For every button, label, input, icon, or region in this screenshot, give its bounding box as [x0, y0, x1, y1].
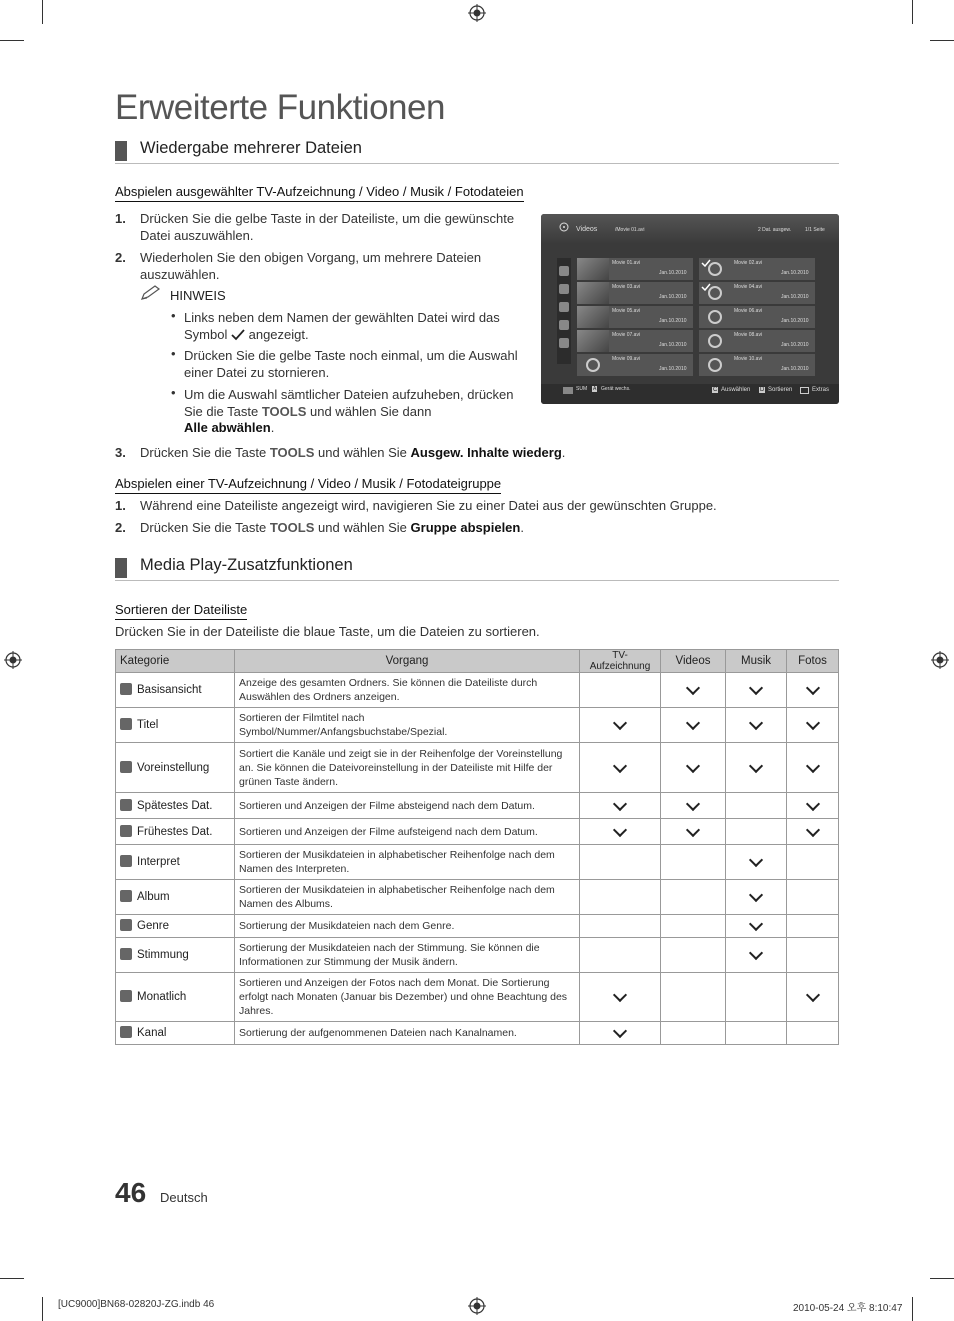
- group-step1: Während eine Dateiliste angezeigt wird, navigieren Sie zu einer Datei aus der gewünschten Gruppe.: [140, 498, 717, 513]
- check-cell: [580, 1022, 661, 1045]
- note-pencil-icon: [140, 285, 162, 301]
- table-row: [116, 845, 839, 880]
- description-cell: Sortieren und Anzeigen der Filme absteigend nach dem Datum.: [235, 793, 580, 819]
- check-cell: [787, 973, 839, 1022]
- file-date: Jan.10.2010: [659, 342, 687, 348]
- calendar-icon: [120, 799, 132, 811]
- check-icon: [749, 681, 763, 695]
- check-icon: [613, 822, 627, 836]
- section-bar: [115, 141, 127, 161]
- check-cell: [787, 743, 839, 793]
- check-cell: [726, 1022, 787, 1045]
- check-cell: [726, 880, 787, 915]
- check-cell: [661, 880, 726, 915]
- col-tv-aufzeichnung: TV-Aufzeichnung: [580, 650, 661, 673]
- album-icon: [120, 890, 132, 902]
- note-label: HINWEIS: [170, 288, 226, 303]
- step1-line2: Datei auszuwählen.: [140, 228, 254, 243]
- note3-line3: Alle abwählen.: [184, 420, 275, 435]
- col-fotos: Fotos: [787, 650, 839, 673]
- check-icon: [749, 716, 763, 730]
- footer-timestamp: 2010-05-24 오후 8:10:47: [793, 1303, 903, 1314]
- registration-mark-icon: [4, 651, 22, 669]
- description-cell: Sortiert die Kanäle und zeigt sie in der Reihenfolge der Voreinstellung an. Sie können die Dateivoreinstellung in der Dateiliste mit Hilfe der grünen Taste ändern.: [235, 743, 580, 793]
- page-title: Erweiterte Funktionen: [115, 88, 445, 127]
- check-icon: [613, 758, 627, 772]
- file-date: Jan.10.2010: [781, 366, 809, 372]
- star-icon: [559, 338, 569, 348]
- section-heading-text: Wiedergabe mehrerer Dateien: [140, 139, 362, 157]
- file-date: Jan.10.2010: [781, 294, 809, 300]
- check-icon: [749, 888, 763, 902]
- crop-mark: [912, 0, 913, 24]
- folder-icon: [120, 683, 132, 695]
- crop-mark: [930, 40, 954, 41]
- file-name: Movie 01.avi: [612, 260, 641, 266]
- check-cell: [661, 845, 726, 880]
- check-cell: [661, 673, 726, 708]
- bullet-dot: •: [171, 346, 176, 361]
- check-icon: [805, 796, 819, 810]
- check-cell: [787, 708, 839, 743]
- crop-mark: [42, 1297, 43, 1321]
- check-cell: [661, 1022, 726, 1045]
- note1-line2: Symbol angezeigt.: [184, 327, 309, 342]
- bullet-dot: •: [171, 308, 176, 323]
- step1-line1: Drücken Sie die gelbe Taste in der Dateiliste, um die gewünschte: [140, 211, 515, 226]
- star-icon: [120, 761, 132, 773]
- crop-mark: [0, 40, 24, 41]
- film-reel-icon: [559, 222, 569, 232]
- check-cell: [580, 743, 661, 793]
- check-icon: [749, 917, 763, 931]
- check-cell: [580, 880, 661, 915]
- check-cell: [580, 915, 661, 938]
- page-number: 46: [115, 1177, 147, 1208]
- check-cell: [726, 673, 787, 708]
- crop-mark: [930, 1278, 954, 1279]
- tv-header-label: Videos: [576, 226, 598, 233]
- category-cell: Titel: [116, 708, 235, 743]
- check-cell: [661, 819, 726, 845]
- check-cell: [580, 673, 661, 708]
- file-name: Movie 08.avi: [734, 332, 763, 338]
- subheading-selected: [115, 184, 524, 199]
- check-icon: [686, 681, 700, 695]
- description-cell: Anzeige des gesamten Ordners. Sie können die Dateiliste durch Auswählen des Ordners anzeigen.: [235, 673, 580, 708]
- check-cell: [580, 819, 661, 845]
- category-cell: Stimmung: [116, 938, 235, 973]
- check-icon: [805, 822, 819, 836]
- tools-icon: [800, 387, 809, 394]
- table-row: [116, 673, 839, 708]
- category-cell: Voreinstellung: [116, 743, 235, 793]
- tv-footer-sort: Sortieren: [768, 387, 793, 393]
- table-row: [116, 743, 839, 793]
- subheading-text: Sortieren der Dateiliste: [115, 602, 247, 620]
- sum-key-icon: [563, 387, 573, 394]
- table-row: [116, 793, 839, 819]
- check-cell: [661, 743, 726, 793]
- table-row: [116, 819, 839, 845]
- category-cell: Monatlich: [116, 973, 235, 1022]
- table-row: [116, 973, 839, 1022]
- checkmark-icon: [701, 283, 711, 291]
- category-cell: Album: [116, 880, 235, 915]
- film-reel-icon: [708, 334, 722, 348]
- file-name: Movie 06.avi: [734, 308, 763, 314]
- check-icon: [805, 758, 819, 772]
- file-date: Jan.10.2010: [781, 318, 809, 324]
- mood-icon: [120, 948, 132, 960]
- col-vorgang: Vorgang: [235, 650, 580, 673]
- check-icon: [613, 988, 627, 1002]
- step2-line1: Wiederholen Sie den obigen Vorgang, um mehrere Dateien: [140, 250, 482, 265]
- check-cell: [787, 915, 839, 938]
- file-name: Movie 02.avi: [734, 260, 763, 266]
- table-row: [116, 880, 839, 915]
- section-bar: [115, 558, 127, 578]
- note1-line1: Links neben dem Namen der gewählten Datei wird das: [184, 310, 500, 325]
- check-cell: [726, 915, 787, 938]
- tv-footer-sum: SUM: [576, 386, 588, 392]
- sort-intro: Drücken Sie in der Dateiliste die blaue Taste, um die Dateien zu sortieren.: [115, 624, 540, 639]
- tv-screenshot: [541, 214, 839, 404]
- file-name: Movie 09.avi: [612, 356, 641, 362]
- section-heading-zusatz: [115, 556, 839, 581]
- thumbnail: [577, 258, 609, 280]
- tv-header-selected: 2 Dat. ausgew.: [758, 227, 792, 233]
- check-cell: [580, 845, 661, 880]
- check-icon: [749, 853, 763, 867]
- calendar-icon: [559, 320, 569, 330]
- description-cell: Sortieren der Filmtitel nach Symbol/Nummer/Anfangsbuchstabe/Spezial.: [235, 708, 580, 743]
- step-number: 2.: [115, 250, 126, 265]
- registration-mark-icon: [468, 1297, 486, 1315]
- file-date: Jan.10.2010: [659, 294, 687, 300]
- film-reel-icon: [708, 310, 722, 324]
- tv-footer-select: Auswählen: [721, 387, 751, 393]
- note3-line2: Sie die Taste TOOLS und wählen Sie dann: [184, 404, 432, 419]
- subheading-text: Abspielen ausgewählter TV-Aufzeichnung / Video / Musik / Fotodateien: [115, 184, 524, 202]
- check-icon: [686, 758, 700, 772]
- check-icon: [686, 796, 700, 810]
- check-cell: [661, 915, 726, 938]
- description-cell: Sortierung der Musikdateien nach dem Genre.: [235, 915, 580, 938]
- subheading-group: [115, 476, 501, 491]
- crop-mark: [42, 0, 43, 24]
- group-step2: Drücken Sie die Taste TOOLS und wählen Sie Gruppe abspielen.: [140, 520, 524, 535]
- category-cell: Spätestes Dat.: [116, 793, 235, 819]
- check-cell: [580, 938, 661, 973]
- step-number: 3.: [115, 445, 126, 460]
- file-date: Jan.10.2010: [659, 270, 687, 276]
- check-cell: [726, 845, 787, 880]
- description-cell: Sortierung der aufgenommenen Dateien nach Kanalnamen.: [235, 1022, 580, 1045]
- calendar-icon: [120, 825, 132, 837]
- description-cell: Sortieren und Anzeigen der Filme aufsteigend nach dem Datum.: [235, 819, 580, 845]
- table-row: [116, 1022, 839, 1045]
- check-icon: [805, 681, 819, 695]
- bullet-dot: •: [171, 385, 176, 400]
- step3-line: Drücken Sie die Taste TOOLS und wählen Sie Ausgew. Inhalte wiederg.: [140, 445, 566, 460]
- table-row: [116, 708, 839, 743]
- check-cell: [726, 938, 787, 973]
- section-heading-wiedergabe: [115, 139, 839, 164]
- note2-line2: einer Datei zu stornieren.: [184, 365, 330, 380]
- subheading-text: Abspielen einer TV-Aufzeichnung / Video / Musik / Fotodateigruppe: [115, 476, 501, 494]
- page-language: Deutsch: [160, 1190, 208, 1205]
- description-cell: Sortieren der Musikdateien in alphabetischer Reihenfolge nach dem Namen des Albums.: [235, 880, 580, 915]
- tv-header-page: 1/1 Seite: [805, 227, 825, 233]
- check-cell: [580, 708, 661, 743]
- check-cell: [661, 793, 726, 819]
- col-videos: Videos: [661, 650, 726, 673]
- tv-header-path: /Movie 01.avi: [615, 227, 645, 233]
- col-musik: Musik: [726, 650, 787, 673]
- file-date: Jan.10.2010: [659, 366, 687, 372]
- check-cell: [726, 819, 787, 845]
- description-cell: Sortieren und Anzeigen der Fotos nach dem Monat. Die Sortierung erfolgt nach Monaten (Januar bis Dezember) und ohne Beachtung des Jahres.: [235, 973, 580, 1022]
- file-name: Movie 04.avi: [734, 284, 763, 290]
- film-reel-icon: [586, 358, 600, 372]
- registration-mark-icon: [931, 651, 949, 669]
- genre-icon: [120, 919, 132, 931]
- check-icon: [686, 716, 700, 730]
- tv-footer-extras: Extras: [812, 387, 830, 393]
- check-cell: [787, 845, 839, 880]
- channel-icon: [120, 1026, 132, 1038]
- crop-mark: [0, 1278, 24, 1279]
- check-cell: [787, 1022, 839, 1045]
- calendar-icon: [559, 302, 569, 312]
- thumbnail: [577, 306, 609, 328]
- file-name: Movie 03.avi: [612, 284, 641, 290]
- category-cell: Kanal: [116, 1022, 235, 1045]
- sort-table: [115, 649, 839, 1045]
- check-cell: [726, 793, 787, 819]
- check-cell: [787, 938, 839, 973]
- thumbnail: [577, 330, 609, 352]
- subheading-sort: [115, 602, 247, 617]
- file-date: Jan.10.2010: [781, 270, 809, 276]
- check-cell: [726, 973, 787, 1022]
- title-icon: [559, 284, 569, 294]
- thumbnail: [577, 282, 609, 304]
- col-kategorie: Kategorie: [116, 650, 235, 673]
- check-cell: [787, 673, 839, 708]
- film-reel-icon: [708, 358, 722, 372]
- file-name: Movie 07.avi: [612, 332, 641, 338]
- note2-line1: Drücken Sie die gelbe Taste noch einmal, um die Auswahl: [184, 348, 518, 363]
- file-name: Movie 05.avi: [612, 308, 641, 314]
- description-cell: Sortierung der Musikdateien nach der Stimmung. Sie können die Informationen zur Stimmung der Musik ändern.: [235, 938, 580, 973]
- key-c-icon: C: [713, 387, 718, 393]
- description-cell: Sortieren der Musikdateien in alphabetischer Reihenfolge nach dem Namen des Interpreten.: [235, 845, 580, 880]
- step-number: 2.: [115, 520, 126, 535]
- checkmark-icon: [701, 259, 711, 267]
- folder-icon: [559, 266, 569, 276]
- file-date: Jan.10.2010: [659, 318, 687, 324]
- title-icon: [120, 718, 132, 730]
- tv-footer-device: Gerät wechs.: [601, 386, 631, 392]
- check-icon: [613, 716, 627, 730]
- check-cell: [661, 973, 726, 1022]
- checkmark-icon: [231, 329, 245, 341]
- calendar-icon: [120, 990, 132, 1002]
- category-cell: Interpret: [116, 845, 235, 880]
- table-row: [116, 938, 839, 973]
- check-cell: [661, 938, 726, 973]
- table-row: [116, 915, 839, 938]
- category-cell: Frühestes Dat.: [116, 819, 235, 845]
- check-icon: [613, 1024, 627, 1038]
- check-cell: [787, 793, 839, 819]
- check-cell: [580, 793, 661, 819]
- section-heading-text: Media Play-Zusatzfunktionen: [140, 556, 353, 574]
- registration-mark-icon: [468, 4, 486, 22]
- footer-file: [UC9000]BN68-02820J-ZG.indb 46: [58, 1299, 215, 1310]
- check-cell: [580, 973, 661, 1022]
- step2-line2: auszuwählen.: [140, 267, 220, 282]
- file-name: Movie 10.avi: [734, 356, 763, 362]
- file-date: Jan.10.2010: [781, 342, 809, 348]
- key-a-icon: A: [593, 386, 597, 392]
- check-icon: [613, 796, 627, 810]
- artist-icon: [120, 855, 132, 867]
- crop-mark: [912, 1297, 913, 1321]
- check-icon: [805, 716, 819, 730]
- check-icon: [749, 946, 763, 960]
- check-icon: [686, 822, 700, 836]
- step-number: 1.: [115, 211, 126, 226]
- check-cell: [726, 743, 787, 793]
- step-number: 1.: [115, 498, 126, 513]
- check-cell: [787, 819, 839, 845]
- category-cell: Basisansicht: [116, 673, 235, 708]
- category-cell: Genre: [116, 915, 235, 938]
- note3-line1: Um die Auswahl sämtlicher Dateien aufzuheben, drücken: [184, 387, 514, 402]
- table-header-row: [116, 650, 839, 673]
- check-icon: [749, 758, 763, 772]
- check-cell: [726, 708, 787, 743]
- check-icon: [805, 988, 819, 1002]
- check-cell: [787, 880, 839, 915]
- check-cell: [661, 708, 726, 743]
- key-d-icon: D: [760, 387, 765, 393]
